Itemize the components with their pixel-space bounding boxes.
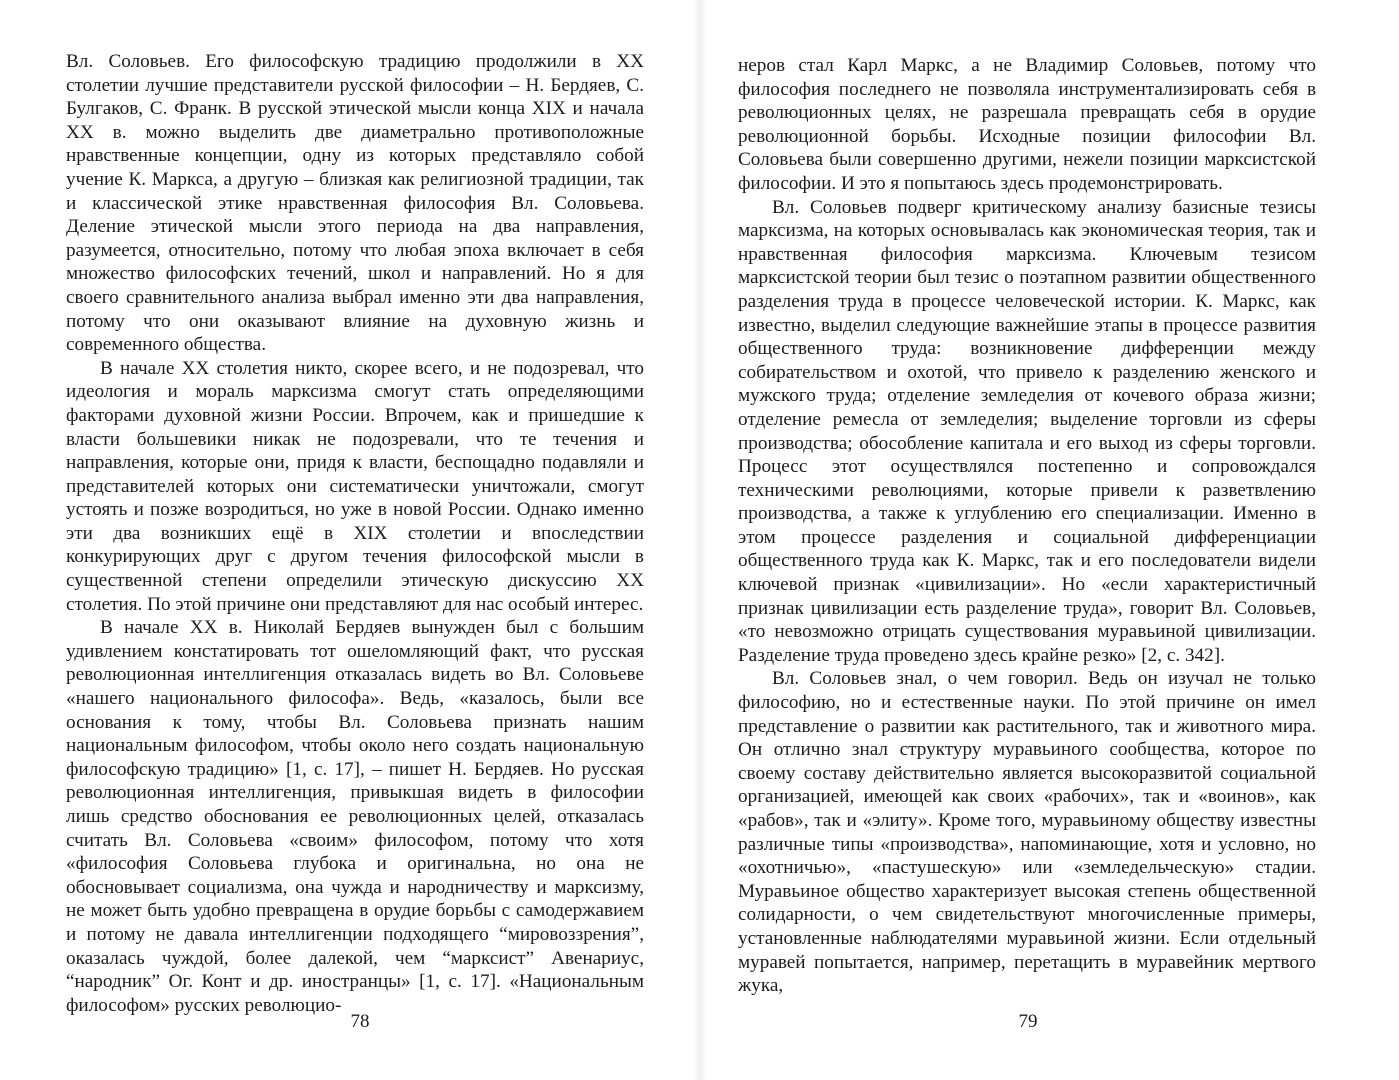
left-page-text [66,50,644,1017]
paragraph: Вл. Соловьев знал, о чем говорил. Ведь он изучал не только философию, но и естественные науки. По этой причине он имел представление о развитии как растительного, так и животного мира. Он отлично знал структуру муравьиного сообщества, которое по своему составу действительно является высокоразвитой социальной организацией, имеющей как своих «рабочих», так и «воинов», как «рабов», так и «элиту». Кроме того, муравьиному обществу известны различные типы «производства», напоминающие, хотя и условно, но «охотничью», «пастушескую» или «земледельческую» стадии. Муравьиное общество характеризует высокая степень общественной солидарности, о чем свидетельствуют многочисленные примеры, установленные наблюдателями муравьиной жизни. Если отдельный муравей попытается, например, перетащить в муравейник мертвого жука, [738,668,1316,997]
right-page-text [738,54,1316,998]
right-page [700,0,1399,1080]
page-number: 78 [350,1011,370,1032]
paragraph: неров стал Карл Маркс, а не Владимир Соловьев, потому что философия последнего не позволяла инструментализировать себя в революционных целях, не разрешала превращать себя в орудие революционной борьбы. Исходные позиции философии Вл. Соловьева были совершенно другими, нежели позиции марксистской философии. И это я попытаюсь здесь продемонстрировать. [738,55,1316,194]
paragraph: Вл. Соловьев. Его философскую традицию продолжили в XX столетии лучшие представители русской философии – Н. Бердяев, С. Булгаков, С. Франк. В русской этической мысли конца XIX и начала XX в. можно выделить две диаметрально противоположные нравственные концепции, одну из которых представляло собой учение К. Маркса, а другую – близкая как религиозной традиции, так и классической этике нравственная философия Вл. Соловьева. Деление этической мысли этого периода на два направления, разумеется, относительно, потому что любая эпоха включает в себя множество философских течений, школ и направлений. Но я для своего сравнительного анализа выбрал именно эти два направления, потому что они оказывают влияние на духовную жизнь и современного общества. [66,51,644,356]
paragraph: В начале XX столетия никто, скорее всего, и не подозревал, что идеология и мораль марксизма смогут стать определяющими факторами духовной жизни России. Впрочем, как и пришедшие к власти большевики никак не подозревали, что те течения и направления, которые они, придя к власти, беспощадно подавляли и представителей которых они систематически уничтожали, смогут устоять и позже возродиться, но уже в новой России. Однако именно эти два возникших ещё в XIX столетии и впоследствии конкурирующих друг с другом течения философской мысли в существенной степени определили этическую дискуссию XX столетия. По этой причине они представляют для нас особый интерес. [66,357,644,615]
paragraph: В начале XX в. Николай Бердяев вынужден был с большим удивлением констатировать тот ошеломляющий факт, что русская революционная интеллигенция отказалась видеть во Вл. Соловьеве «нашего национального философа». Ведь, «казалось, были все основания к тому, чтобы Вл. Соловьева признать нашим национальным философом, чтобы около него создать национальную философскую традицию» [1, с. 17], – пишет Н. Бердяев. Но русская революционная интеллигенция, привыкшая видеть в философии лишь средство обоснования ее революционных целей, отказалась считать Вл. Соловьева «своим» философом, потому что хотя «философия Соловьева глубока и оригинальна, но она не обосновывает социализма, она чужда и народничеству и марксизму, не может быть удобно превращена в орудие борьбы с самодержавием и потому не давала интеллигенции подходящего “мировоззрения”, оказалась чуждой, более далекой, чем “марксист” Авенариус, “народник” Ог. Конт и др. иностранцы» [1, с. 17]. «Национальным философом» русских революцио- [66,617,644,1016]
paragraph: Вл. Соловьев подверг критическому анализу базисные тезисы марксизма, на которых основывалась как экономическая теория, так и нравственная философия марксизма. Ключевым тезисом марксистской теории был тезис о поэтапном развитии общественного разделения труда в процессе человеческой истории. К. Маркс, как известно, выделил следующие важнейшие этапы в процессе развития общественного труда: возникновение дифференции между собирательством и охотой, что привело к разделению женского и мужского труда; отделение земледелия от кочевого образа жизни; отделение ремесла от земледелия; выделение торговли из сферы производства; обособление капитала и его выход из сферы торговли. Процесс этот осуществлялся постепенно и сопровождался техническими революциями, которые привели к разветвлению производства, а также к углублению его специализации. Именно в этом процессе разделения и социальной дифференциации общественного труда как К. Маркс, так и его последователи видели ключевой признак «цивилизации». Но «если характеристичный признак цивилизации есть разделение труда», говорит Вл. Соловьев, «то невозможно отрицать существования муравьиной цивилизации. Разделение труда проведено здесь крайне резко» [2, с. 342]. [738,196,1316,666]
page-number: 79 [1018,1011,1038,1032]
